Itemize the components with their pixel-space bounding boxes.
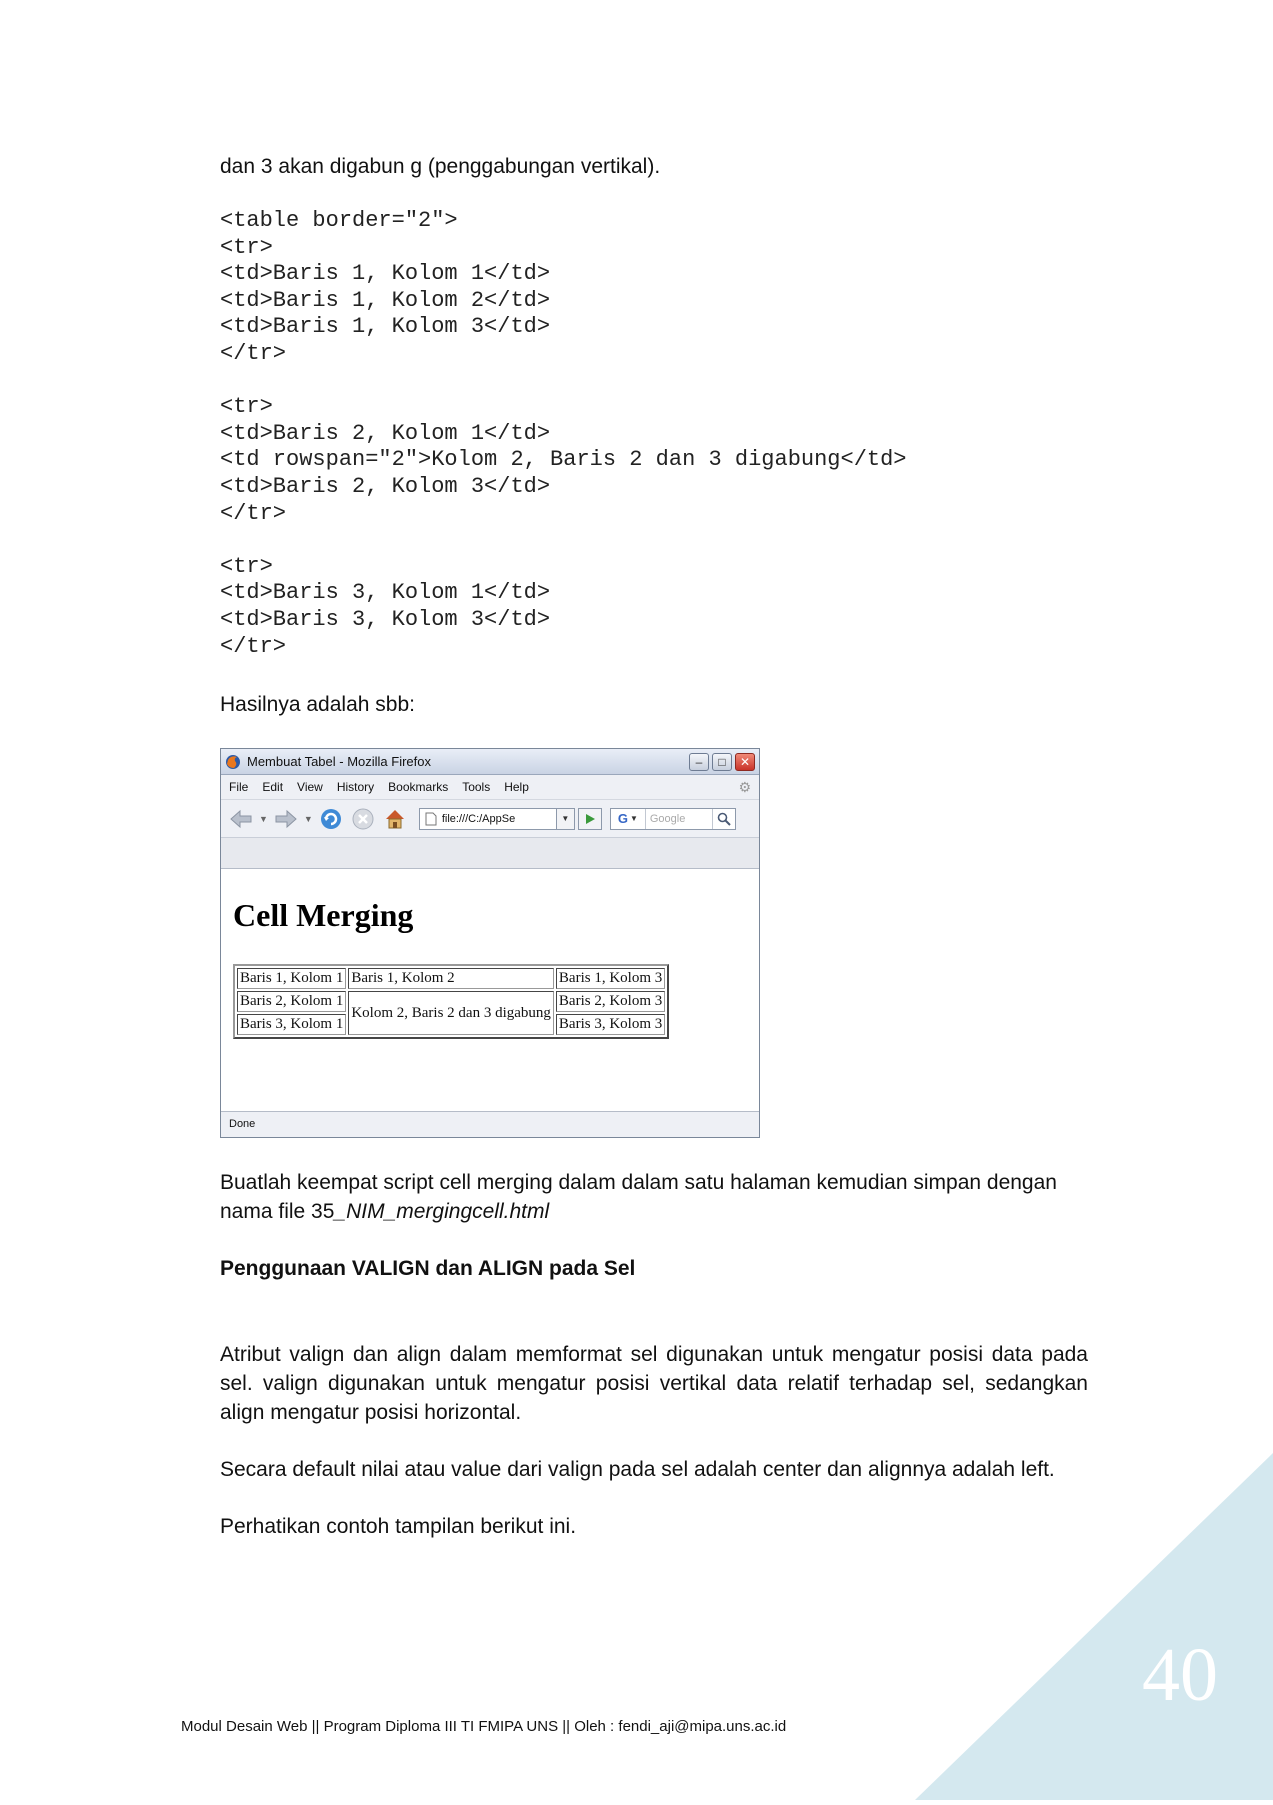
table-cell: Baris 3, Kolom 1 — [237, 1014, 346, 1035]
menu-edit[interactable]: Edit — [262, 780, 284, 794]
table-cell: Baris 2, Kolom 1 — [237, 991, 346, 1012]
table-row — [237, 991, 665, 1012]
menu-file[interactable]: File — [229, 780, 249, 794]
intro-line: dan 3 akan digabun g (penggabungan vertikal). — [220, 155, 661, 178]
menu-bar — [221, 775, 759, 800]
forward-button[interactable] — [272, 805, 300, 833]
code-line: <td>Baris 1, Kolom 1</td> — [220, 261, 551, 287]
stop-button[interactable] — [349, 805, 377, 833]
code-line: </tr> — [220, 500, 287, 526]
search-placeholder: Google — [649, 812, 686, 825]
paragraph-valign-align: Atribut valign dan align dalam memformat sel digunakan untuk mengatur posisi data pada sel. valign digunakan untuk mengatur posisi vertikal data relatif terhadap sel, sedangkan align mengatur posisi horizontal. — [220, 1343, 1088, 1424]
table-cell: Baris 1, Kolom 2 — [348, 968, 554, 989]
stop-icon — [351, 807, 375, 831]
go-button[interactable] — [578, 808, 602, 830]
code-line: </tr> — [220, 633, 287, 659]
table-cell: Baris 1, Kolom 1 — [237, 968, 346, 989]
window-title: Membuat Tabel - Mozilla Firefox — [247, 754, 431, 769]
page-number: 40 — [1142, 1633, 1218, 1717]
status-bar — [221, 1111, 759, 1137]
table-cell: Baris 1, Kolom 3 — [556, 968, 665, 989]
corner-decoration — [915, 1453, 1273, 1800]
reload-icon — [319, 807, 343, 831]
code-line: </tr> — [220, 340, 287, 366]
merged-cell-table — [233, 964, 669, 1039]
home-icon — [383, 807, 407, 831]
merged-table-cell: Kolom 2, Baris 2 dan 3 digabung — [348, 991, 554, 1035]
code-line: <td>Baris 3, Kolom 3</td> — [220, 606, 551, 632]
paragraph-example: Perhatikan contoh tampilan berikut ini. — [220, 1515, 577, 1538]
status-text: Done — [229, 1118, 256, 1130]
search-button[interactable] — [712, 809, 735, 829]
corner-triangle-shape — [915, 1453, 1273, 1800]
go-arrow-icon — [584, 813, 596, 825]
code-line: <td>Baris 2, Kolom 1</td> — [220, 420, 551, 446]
code-line: <tr> — [220, 234, 273, 260]
code-line: <td rowspan="2">Kolom 2, Baris 2 dan 3 digabung</td> — [220, 447, 907, 473]
code-line: <td>Baris 2, Kolom 3</td> — [220, 473, 551, 499]
navigation-toolbar — [221, 800, 759, 838]
menu-tools[interactable]: Tools — [462, 780, 491, 794]
url-dropdown-button[interactable]: ▼ — [557, 808, 575, 830]
back-history-dropdown[interactable]: ▼ — [259, 813, 268, 824]
page-footer: Modul Desain Web || Program Diploma III TI FMIPA UNS || Oleh : fendi_aji@mipa.uns.ac.id — [181, 1718, 787, 1735]
back-button[interactable] — [227, 805, 255, 833]
url-text: file:///C:/AppSe — [441, 812, 516, 825]
browser-titlebar — [221, 749, 759, 775]
menu-view[interactable]: View — [297, 780, 323, 794]
search-bar[interactable] — [610, 808, 736, 830]
url-bar[interactable] — [419, 808, 557, 830]
section-heading: Penggunaan VALIGN dan ALIGN pada Sel — [220, 1257, 636, 1280]
browser-content — [221, 869, 759, 1095]
code-line: <td>Baris 1, Kolom 2</td> — [220, 287, 551, 313]
code-line: <td>Baris 1, Kolom 3</td> — [220, 314, 551, 340]
table-cell: Baris 2, Kolom 3 — [556, 991, 665, 1012]
magnifier-icon — [717, 812, 731, 826]
page-icon — [425, 812, 437, 826]
search-engine-selector[interactable]: G ▼ — [611, 809, 646, 829]
table-cell: Baris 3, Kolom 3 — [556, 1014, 665, 1035]
code-line: <td>Baris 3, Kolom 1</td> — [220, 580, 551, 606]
instruction-text: Buatlah keempat script cell merging dalam dalam satu halaman kemudian simpan dengan nama file 35 — [220, 1171, 1057, 1223]
table-row — [237, 968, 665, 989]
menu-help[interactable]: Help — [504, 780, 529, 794]
page-heading: Cell Merging — [233, 897, 414, 933]
code-block — [220, 208, 907, 660]
instruction-filename: _NIM_mergingcell.html — [334, 1200, 550, 1223]
back-arrow-icon — [229, 809, 253, 829]
code-line: <tr> — [220, 553, 273, 579]
browser-screenshot — [220, 748, 760, 1138]
firefox-icon — [225, 754, 241, 770]
close-button[interactable]: ✕ — [735, 753, 755, 771]
menu-history[interactable]: History — [336, 780, 375, 794]
code-line: <tr> — [220, 394, 273, 420]
forward-history-dropdown[interactable]: ▼ — [303, 813, 313, 824]
minimize-button[interactable]: – — [689, 753, 709, 771]
reload-button[interactable] — [317, 805, 345, 833]
instruction-paragraph — [220, 1168, 1088, 1226]
tab-strip — [221, 838, 759, 869]
forward-arrow-icon — [274, 809, 298, 829]
menu-bookmarks[interactable]: Bookmarks — [388, 780, 449, 794]
throbber-icon: ⚙ — [738, 778, 751, 795]
result-label: Hasilnya adalah sbb: — [220, 693, 415, 716]
home-button[interactable] — [381, 805, 409, 833]
paragraph-default-values: Secara default nilai atau value dari valign pada sel adalah center dan alignnya adalah left. — [220, 1458, 1055, 1481]
google-icon: G — [617, 811, 628, 826]
code-line: <table border="2"> — [220, 208, 458, 233]
maximize-button[interactable]: □ — [712, 753, 732, 771]
